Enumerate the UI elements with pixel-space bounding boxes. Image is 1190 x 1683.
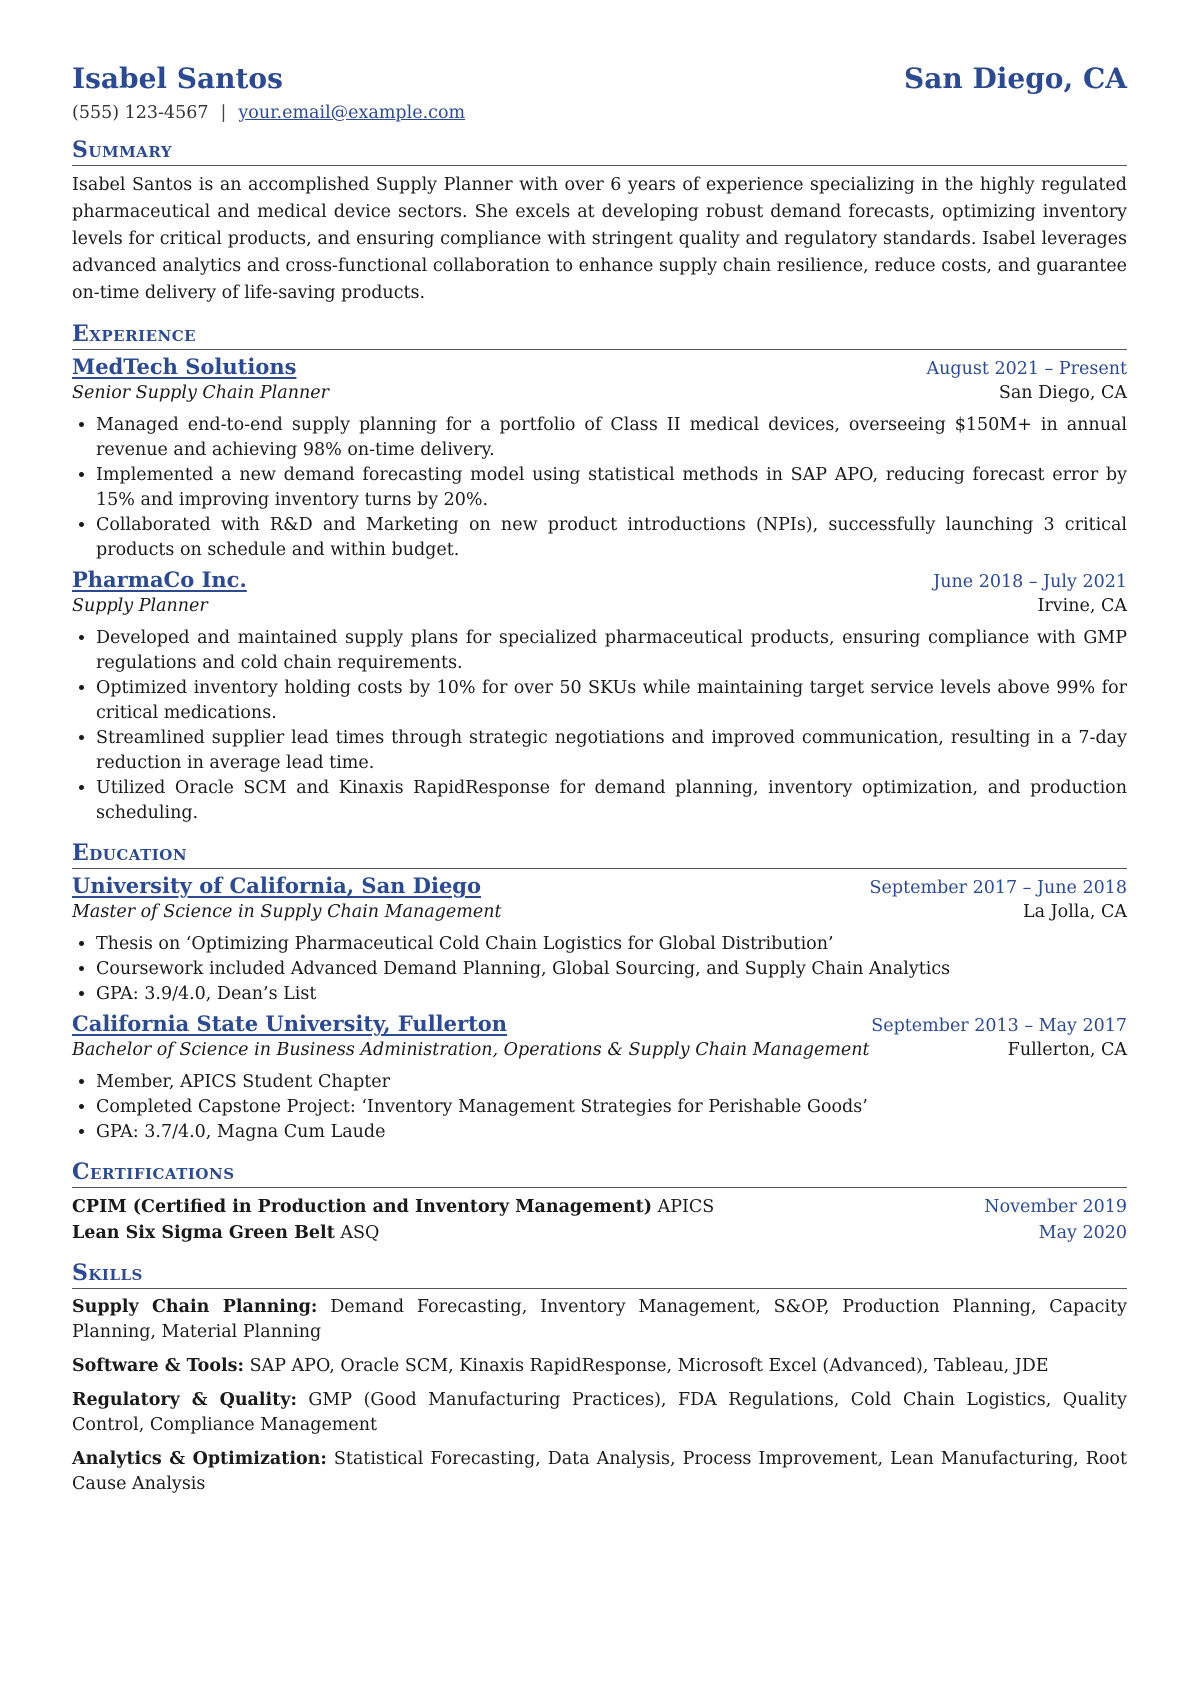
certification-name: CPIM (Certified in Production and Inventory Management) <box>72 1197 653 1217</box>
candidate-city: San Diego, CA <box>904 62 1127 95</box>
education-heading: Education <box>72 840 1127 869</box>
certification-item <box>72 1194 1127 1220</box>
job-location: Irvine, CA <box>1037 596 1127 616</box>
job-location: San Diego, CA <box>998 383 1127 403</box>
school-location: Fullerton, CA <box>1007 1040 1127 1060</box>
skill-group <box>72 1447 1127 1497</box>
bullet-item: • Streamlined supplier lead times through strategic negotiations and improved communication, resulting in a 7-day reduction in average lead time. <box>96 726 1127 776</box>
bullet-item: • Managed end-to-end supply planning for a portfolio of Class II medical devices, overseeing $150M+ in annual revenue and achieving 98% on-time delivery. <box>96 413 1127 463</box>
skill-group-text: Demand Forecasting, Inventory Management, S&OP, Production Planning, Capacity Planning, Material Planning <box>72 1297 1127 1342</box>
bullet-item: • Member, APICS Student Chapter <box>96 1070 1127 1095</box>
bullet-item: • Completed Capstone Project: ‘Inventory Management Strategies for Perishable Goods’ <box>96 1095 1127 1120</box>
education-dates: September 2017 – June 2018 <box>869 878 1127 898</box>
bullet-item: • Coursework included Advanced Demand Planning, Global Sourcing, and Supply Chain Analytics <box>96 957 1127 982</box>
job-entry-medtech <box>72 354 1127 563</box>
certification-date: November 2019 <box>984 1197 1127 1217</box>
bullet-item: • Utilized Oracle SCM and Kinaxis RapidResponse for demand planning, inventory optimization, and production scheduling. <box>96 776 1127 826</box>
degree-name: Bachelor of Science in Business Administration, Operations & Supply Chain Management <box>72 1040 870 1060</box>
header <box>72 62 1127 95</box>
job-entry-pharmaco <box>72 567 1127 826</box>
certification-issuer: APICS <box>657 1197 715 1217</box>
skills-heading: Skills <box>72 1260 1127 1289</box>
skill-group-label: Supply Chain Planning: <box>72 1297 318 1317</box>
education-dates: September 2013 – May 2017 <box>871 1016 1127 1036</box>
phone-number: (555) 123-4567 <box>72 103 209 123</box>
summary-heading: Summary <box>72 137 1127 166</box>
education-bullets <box>72 932 1127 1007</box>
job-bullets <box>72 413 1127 563</box>
job-bullets <box>72 626 1127 826</box>
bullet-item: • Optimized inventory holding costs by 10% for over 50 SKUs while maintaining target service levels above 99% for critical medications. <box>96 676 1127 726</box>
school-name[interactable]: California State University, Fullerton <box>72 1011 508 1036</box>
skill-group-text: GMP (Good Manufacturing Practices), FDA Regulations, Cold Chain Logistics, Quality Control, Compliance Management <box>72 1390 1127 1435</box>
certification-list <box>72 1194 1127 1246</box>
certification-issuer: ASQ <box>340 1223 380 1243</box>
skill-group-text: SAP APO, Oracle SCM, Kinaxis RapidResponse, Microsoft Excel (Advanced), Tableau, JDE <box>249 1356 1049 1376</box>
skill-group-text: Statistical Forecasting, Data Analysis, Process Improvement, Lean Manufacturing, Root Cause Analysis <box>72 1449 1127 1494</box>
certification-item <box>72 1220 1127 1246</box>
bullet-item: • GPA: 3.7/4.0, Magna Cum Laude <box>96 1120 1127 1145</box>
school-name[interactable]: University of California, San Diego <box>72 873 481 898</box>
candidate-name: Isabel Santos <box>72 62 283 95</box>
bullet-item: • Implemented a new demand forecasting model using statistical methods in SAP APO, reducing forecast error by 15% and improving inventory turns by 20%. <box>96 463 1127 513</box>
email-link[interactable]: your.email@example.com <box>238 103 466 123</box>
skill-group-label: Software & Tools: <box>72 1356 244 1376</box>
bullet-item: • Collaborated with R&D and Marketing on new product introductions (NPIs), successfully launching 3 critical products on schedule and within budget. <box>96 513 1127 563</box>
skill-group <box>72 1388 1127 1438</box>
resume-page <box>72 62 1127 1497</box>
experience-heading: Experience <box>72 321 1127 350</box>
contact-separator: | <box>220 103 227 123</box>
bullet-item: • GPA: 3.9/4.0, Dean’s List <box>96 982 1127 1007</box>
summary-text: Isabel Santos is an accomplished Supply Planner with over 6 years of experience specializing in the highly regulated pharmaceutical and medical device sectors. She excels at developing robust demand forecasts, optimizing inventory levels for critical products, and ensuring compliance with stringent quality and regulatory standards. Isabel leverages advanced analytics and cross-functional collaboration to enhance supply chain resilience, reduce costs, and guarantee on-time delivery of life-saving products. <box>72 175 1127 303</box>
job-dates: June 2018 – July 2021 <box>933 572 1127 592</box>
company-name[interactable]: MedTech Solutions <box>72 354 297 379</box>
degree-name: Master of Science in Supply Chain Management <box>72 902 502 922</box>
certifications-heading: Certifications <box>72 1159 1127 1188</box>
job-dates: August 2021 – Present <box>926 359 1127 379</box>
education-bullets <box>72 1070 1127 1145</box>
education-entry-ucsd <box>72 873 1127 1007</box>
skill-group <box>72 1295 1127 1345</box>
contact-line <box>72 103 1127 123</box>
bullet-item: • Developed and maintained supply plans for specialized pharmaceutical products, ensuring compliance with GMP regulations and cold chain requirements. <box>96 626 1127 676</box>
education-entry-csuf <box>72 1011 1127 1145</box>
skill-group-label: Regulatory & Quality: <box>72 1390 297 1410</box>
certification-date: May 2020 <box>1038 1223 1127 1243</box>
company-name[interactable]: PharmaCo Inc. <box>72 567 247 592</box>
job-title: Senior Supply Chain Planner <box>72 383 329 403</box>
school-location: La Jolla, CA <box>1023 902 1127 922</box>
skill-group-label: Analytics & Optimization: <box>72 1449 327 1469</box>
job-title: Supply Planner <box>72 596 208 616</box>
skill-group <box>72 1354 1127 1379</box>
bullet-item: • Thesis on ‘Optimizing Pharmaceutical Cold Chain Logistics for Global Distribution’ <box>96 932 1127 957</box>
certification-name: Lean Six Sigma Green Belt <box>72 1223 335 1243</box>
